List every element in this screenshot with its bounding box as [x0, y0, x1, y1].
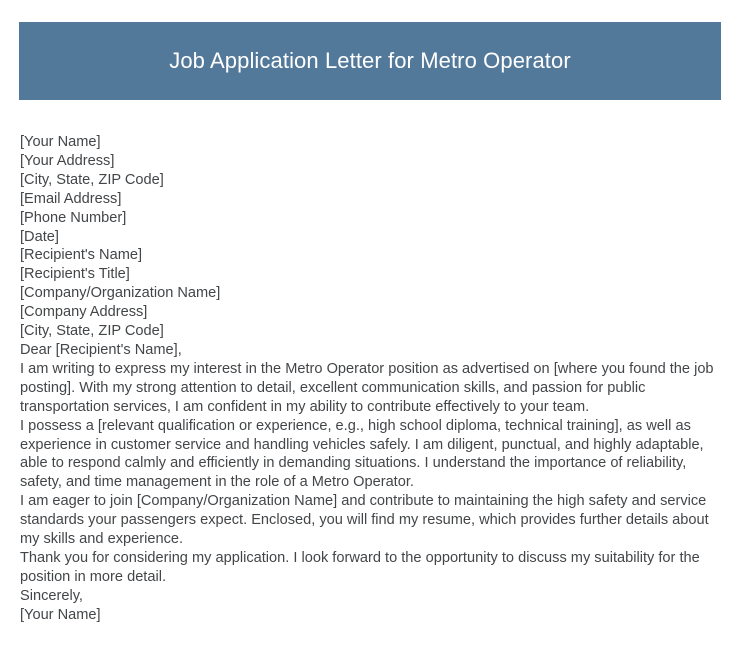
page-title: Job Application Letter for Metro Operator [169, 47, 571, 73]
letter-line: [City, State, ZIP Code] [20, 171, 164, 188]
letter-body [20, 133, 721, 625]
letter-line: [Recipient's Name] [20, 247, 143, 264]
letter-line: [Company Address] [20, 304, 148, 321]
letter-line: Dear [Recipient's Name], [20, 341, 182, 358]
letter-line: Thank you for considering my application. I look forward to the opportunity to discuss my suitability for the position in more detail. [20, 549, 700, 585]
letter-line: [Phone Number] [20, 209, 127, 226]
letter-line: I am writing to express my interest in the Metro Operator position as advertised on [where you found the job posting]. With my strong attention to detail, excellent communication skills, and passion for public transportation services, I am confident in my ability to contribute effectively to your team. [20, 360, 714, 415]
letter-line: I possess a [relevant qualification or experience, e.g., high school diploma, technical training], as well as experience in customer service and handling vehicles safely. I am diligent, punctual, and highly adaptable, able to respond calmly and efficiently in demanding situations. I understand the importance of reliability, safety, and time management in the role of a Metro Operator. [20, 417, 704, 491]
letter-line: [Email Address] [20, 190, 122, 207]
letter-line: [Company/Organization Name] [20, 285, 221, 302]
letter-line: [City, State, ZIP Code] [20, 323, 164, 340]
letter-line: [Date] [20, 228, 59, 245]
letter-line: [Your Name] [20, 606, 101, 623]
letter-line: [Recipient's Title] [20, 266, 130, 283]
document-title-banner [19, 22, 721, 100]
letter-line: I am eager to join [Company/Organization Name] and contribute to maintaining the high safety and service standards your passengers expect. Enclosed, you will find my resume, which provides further details about my skills and experience. [20, 493, 709, 548]
letter-line: [Your Name] [20, 134, 101, 150]
letter-line: [Your Address] [20, 152, 115, 169]
letter-line: Sincerely, [20, 587, 83, 604]
